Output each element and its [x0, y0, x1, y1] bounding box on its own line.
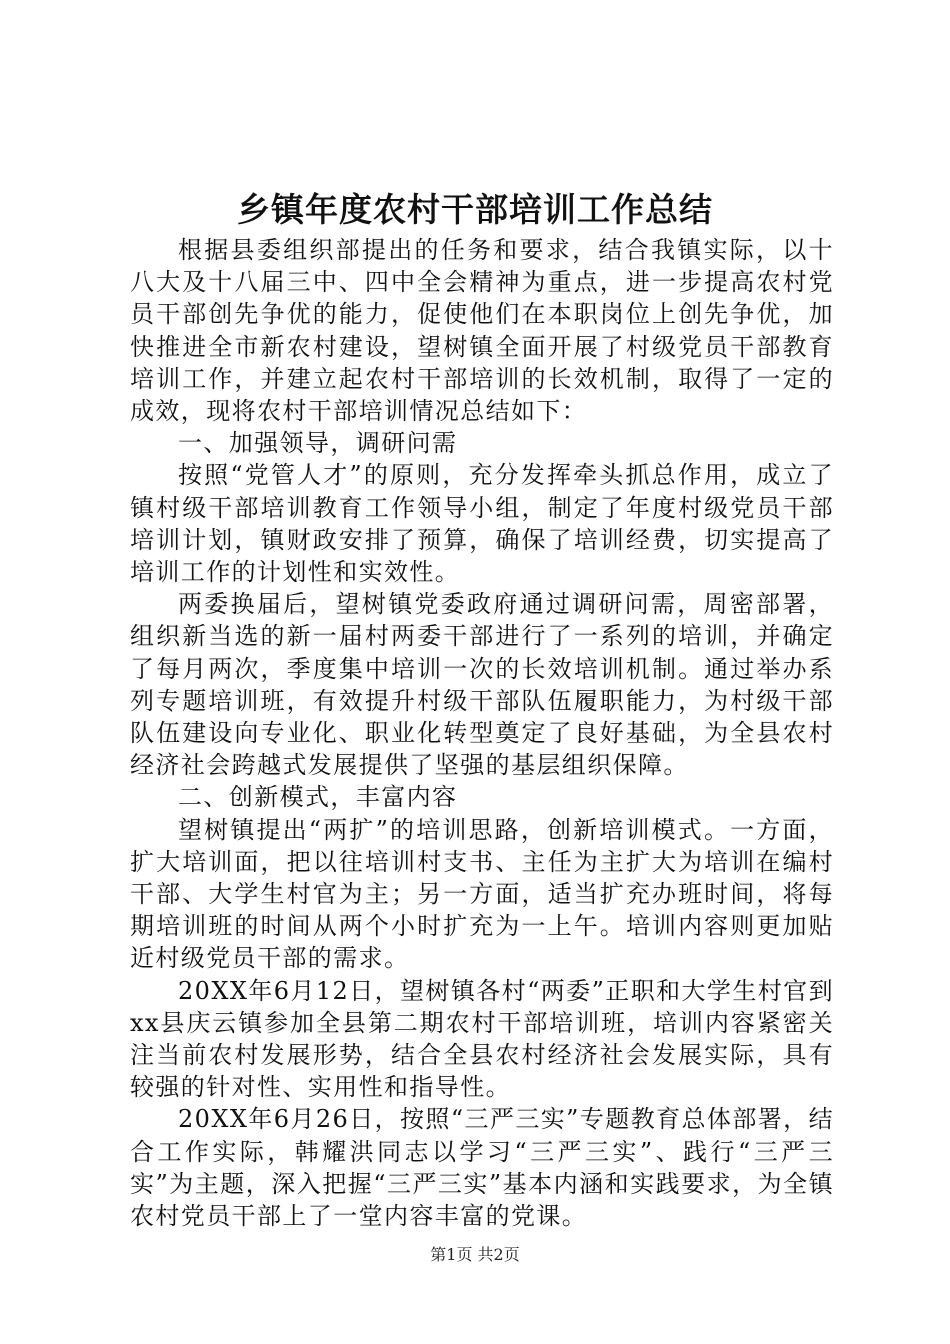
document-title: 乡镇年度农村干部培训工作总结 — [237, 190, 713, 229]
section-heading-2: 二、创新模式，丰富内容 — [178, 783, 458, 812]
intro-paragraph: 根据县委组织部提出的任务和要求，结合我镇实际，以十八大及十八届三中、四中全会精神为重点，进一步提高农村党员干部创先争优的能力，促使他们在本职岗位上创先争优，加快推进全市新农村建设，望树镇全面开展了村级党员干部教育培训工作，并建立起农村干部培训的长效机制，取得了一定的成效，现将农村干部培训情况总结如下： — [130, 236, 834, 426]
page-number-footer: 第1页 共2页 — [430, 1245, 520, 1264]
body-paragraph: 两委换届后，望树镇党委政府通过调研问需，周密部署，组织新当选的新一届村两委干部进行了一系列的培训，并确定了每月两次，季度集中培训一次的长效培训机制。通过举办系列专题培训班，有效提升村级干部队伍履职能力，为村级干部队伍建设向专业化、职业化转型奠定了良好基础，为全县农村经济社会跨越式发展提供了坚强的基层组织保障。 — [130, 590, 834, 780]
document-body — [130, 234, 834, 1232]
body-paragraph: 20XX年6月12日，望树镇各村“两委”正职和大学生村官到xx县庆云镇参加全县第二期农村干部培训班，培训内容紧密关注当前农村发展形势，结合全县农村经济社会发展实际，具有较强的针对性、实用性和指导性。 — [130, 976, 834, 1102]
body-paragraph: 望树镇提出“两扩”的培训思路，创新培训模式。一方面，扩大培训面，把以往培训村支书、主任为主扩大为培训在编村干部、大学生村官为主；另一方面，适当扩充办班时间，将每期培训班的时间从两个小时扩充为一上午。培训内容则更加贴近村级党员干部的需求。 — [130, 815, 834, 973]
body-paragraph: 按照“党管人才”的原则，充分发挥牵头抓总作用，成立了镇村级干部培训教育工作领导小组，制定了年度村级党员干部培训计划，镇财政安排了预算，确保了培训经费，切实提高了培训工作的计划性和实效性。 — [130, 461, 834, 587]
section-heading-1: 一、加强领导，调研问需 — [178, 429, 458, 458]
body-paragraph: 20XX年6月26日，按照“三严三实”专题教育总体部署，结合工作实际，韩耀洪同志以学习“三严三实”、践行“三严三实”为主题，深入把握“三严三实”基本内涵和实践要求，为全镇农村党员干部上了一堂内容丰富的党课。 — [130, 1105, 834, 1231]
